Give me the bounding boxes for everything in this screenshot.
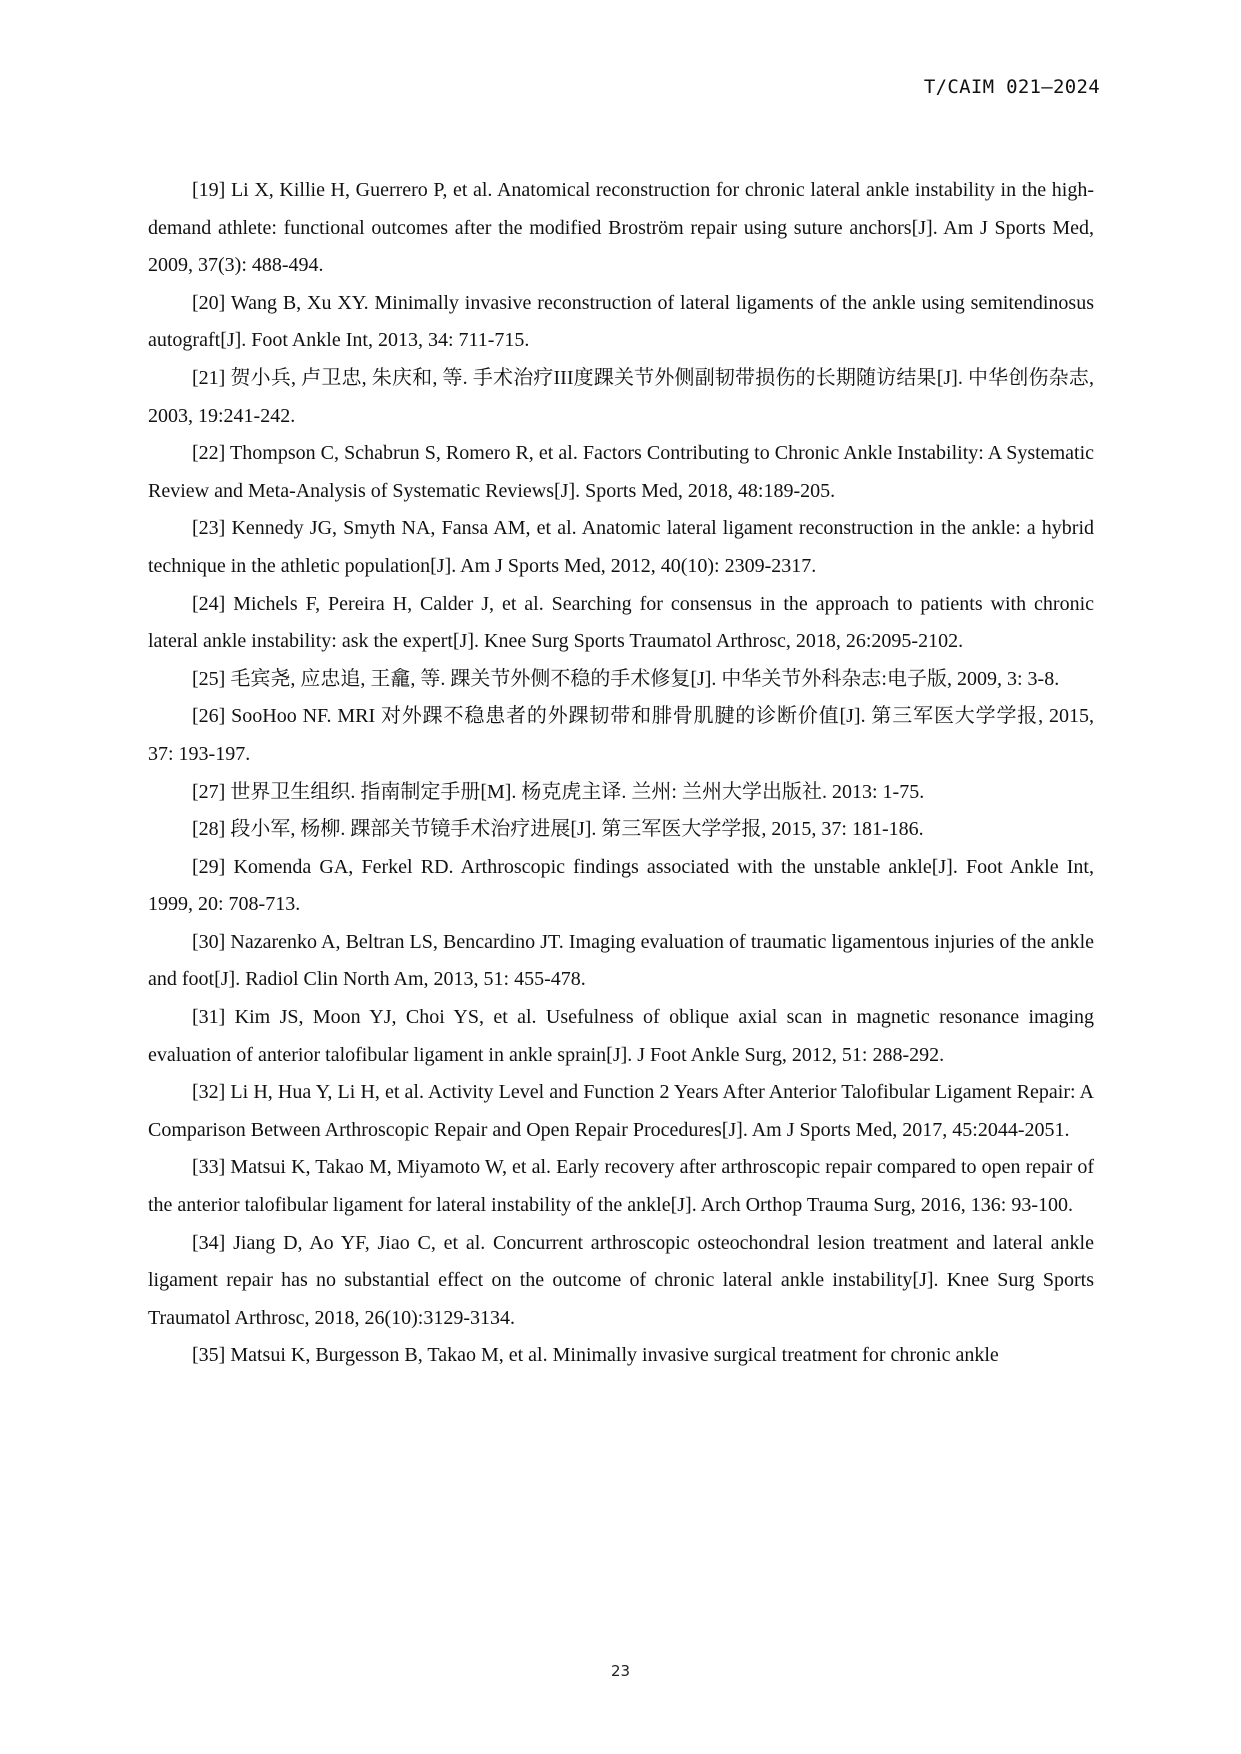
reference-35: [35] Matsui K, Burgesson B, Takao M, et al. Minimally invasive surgical treatment for chronic ankle [192, 1344, 999, 1367]
reference-25: [25] 毛宾尧, 应忠追, 王龕, 等. 踝关节外侧不稳的手术修复[J]. 中华关节外科杂志:电子版, 2009, 3: 3-8. [192, 667, 1060, 690]
reference-list [148, 172, 1094, 1375]
document-code-header: T/CAIM 021—2024 [923, 76, 1100, 98]
reference-31: [31] Kim JS, Moon YJ, Choi YS, et al. Usefulness of oblique axial scan in magnetic resonance imaging evaluation of anterior talofibular ligament in ankle sprain[J]. J Foot Ankle Surg, 2012, 51: 288-292. [148, 1006, 1094, 1066]
reference-29: [29] Komenda GA, Ferkel RD. Arthroscopic findings associated with the unstable ankle[J]. Foot Ankle Int, 1999, 20: 708-713. [148, 855, 1094, 916]
reference-32: [32] Li H, Hua Y, Li H, et al. Activity Level and Function 2 Years After Anterior Talofibular Ligament Repair: A Comparison Between Arthroscopic Repair and Open Repair Procedures[J]. Am J Sports Med, 2017, 45:2044-2051. [148, 1081, 1094, 1141]
reference-23: [23] Kennedy JG, Smyth NA, Fansa AM, et al. Anatomic lateral ligament reconstruction in the ankle: a hybrid technique in the athletic population[J]. Am J Sports Med, 2012, 40(10): 2309-2317. [148, 517, 1094, 577]
reference-27: [27] 世界卫生组织. 指南制定手册[M]. 杨克虎主译. 兰州: 兰州大学出版社. 2013: 1-75. [192, 780, 925, 803]
page-number: 23 [610, 1662, 631, 1680]
reference-33: [33] Matsui K, Takao M, Miyamoto W, et al. Early recovery after arthroscopic repair compared to open repair of the anterior talofibular ligament for lateral instability of the ankle[J]. Arch Orthop Trauma Surg, 2016, 136: 93-100. [148, 1156, 1094, 1217]
reference-21: [21] 贺小兵, 卢卫忠, 朱庆和, 等. 手术治疗III度踝关节外侧副韧带损伤的长期随访结果[J]. 中华创伤杂志, 2003, 19:241-242. [148, 366, 1094, 427]
reference-30: [30] Nazarenko A, Beltran LS, Bencardino JT. Imaging evaluation of traumatic ligamentous injuries of the ankle and foot[J]. Radiol Clin North Am, 2013, 51: 455-478. [148, 930, 1094, 991]
reference-34: [34] Jiang D, Ao YF, Jiao C, et al. Concurrent arthroscopic osteochondral lesion treatment and lateral ankle ligament repair has no substantial effect on the outcome of chronic lateral ankle instability[J]. Knee Surg Sports Traumatol Arthrosc, 2018, 26(10):3129-3134. [148, 1231, 1094, 1329]
reference-28: [28] 段小军, 杨柳. 踝部关节镜手术治疗进展[J]. 第三军医大学学报, 2015, 37: 181-186. [192, 818, 924, 841]
reference-20: [20] Wang B, Xu XY. Minimally invasive reconstruction of lateral ligaments of the ankle using semitendinosus autograft[J]. Foot Ankle Int, 2013, 34: 711-715. [148, 291, 1094, 352]
reference-19: [19] Li X, Killie H, Guerrero P, et al. Anatomical reconstruction for chronic lateral ankle instability in the high-demand athlete: functional outcomes after the modified Broström repair using suture anchors[J]. Am J Sports Med, 2009, 37(3): 488-494. [148, 179, 1094, 277]
reference-24: [24] Michels F, Pereira H, Calder J, et al. Searching for consensus in the approach to patients with chronic lateral ankle instability: ask the expert[J]. Knee Surg Sports Traumatol Arthrosc, 2018, 26:2095-2102. [148, 592, 1094, 653]
reference-22: [22] Thompson C, Schabrun S, Romero R, et al. Factors Contributing to Chronic Ankle Instability: A Systematic Review and Meta-Analysis of Systematic Reviews[J]. Sports Med, 2018, 48:189-205. [148, 442, 1094, 502]
reference-26: [26] SooHoo NF. MRI 对外踝不稳患者的外踝韧带和腓骨肌腱的诊断价值[J]. 第三军医大学学报, 2015, 37: 193-197. [148, 705, 1094, 765]
